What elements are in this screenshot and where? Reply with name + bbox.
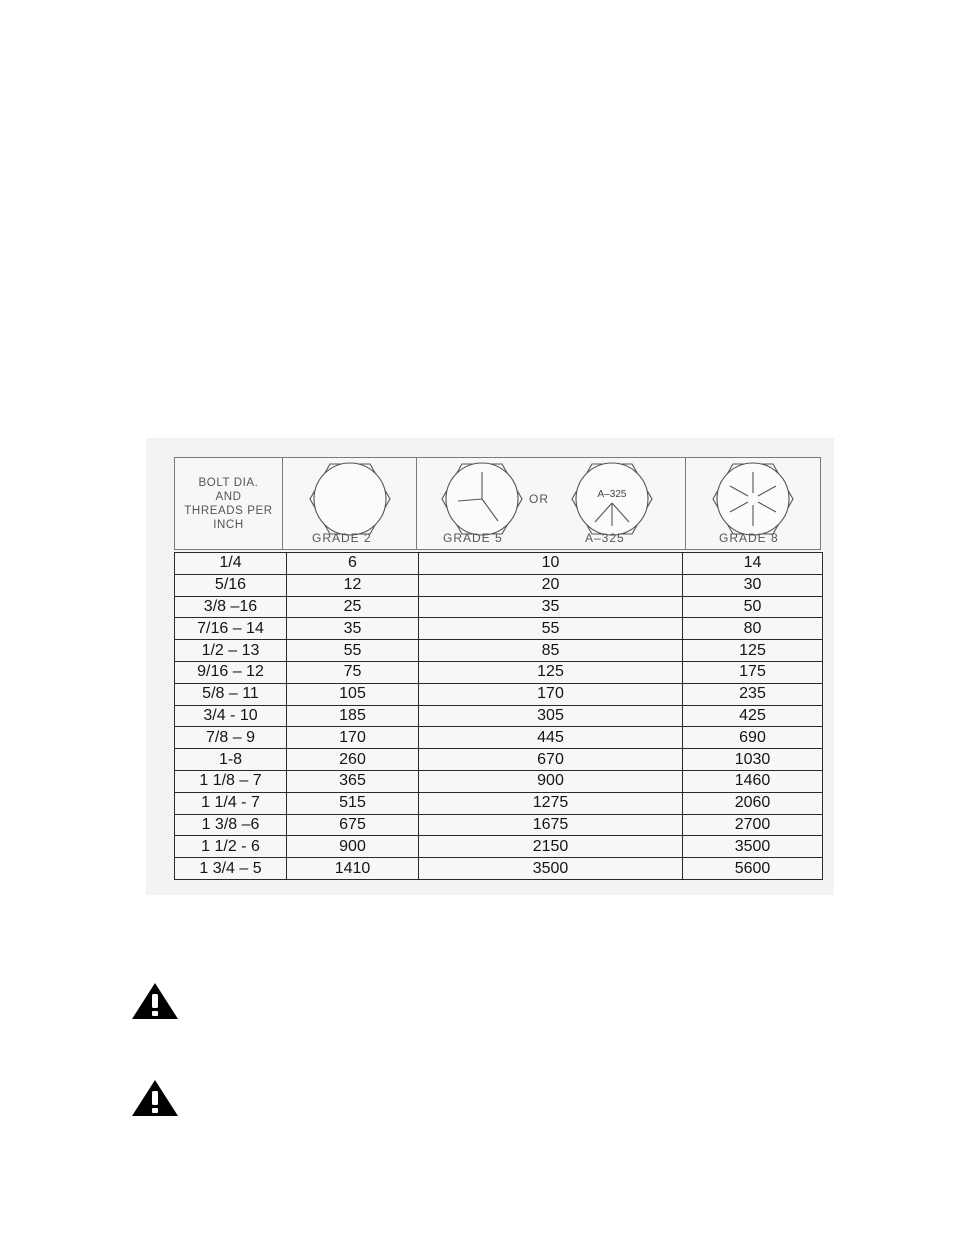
grade8-value-cell: 235	[683, 683, 823, 705]
a325-bolt-head-icon	[567, 460, 657, 538]
torque-table-body	[175, 553, 823, 880]
grade5-bolt-head-icon	[437, 460, 527, 538]
grade5-value-cell: 3500	[419, 858, 683, 880]
warning-triangle-icon	[131, 1079, 179, 1117]
grade2-value-cell: 25	[287, 596, 419, 618]
grade8-value-cell: 2060	[683, 792, 823, 814]
grade2-value-cell: 260	[287, 749, 419, 771]
grade2-value-cell: 55	[287, 640, 419, 662]
table-row	[175, 661, 823, 683]
grade2-value-cell: 185	[287, 705, 419, 727]
torque-table	[174, 552, 823, 880]
grade8-bolt-head-icon	[708, 460, 798, 538]
grade5-value-cell: 10	[419, 553, 683, 575]
grade2-bolt-head-icon	[305, 460, 395, 538]
grade8-value-cell: 175	[683, 661, 823, 683]
grade2-header-cell	[282, 457, 417, 550]
grade5-value-cell: 1275	[419, 792, 683, 814]
bolt-size-cell: 1 1/8 – 7	[175, 770, 287, 792]
grade8-value-cell: 2700	[683, 814, 823, 836]
grade8-value-cell: 690	[683, 727, 823, 749]
table-row	[175, 683, 823, 705]
grade5-value-cell: 170	[419, 683, 683, 705]
grade2-label: GRADE 2	[312, 531, 372, 545]
grade8-value-cell: 3500	[683, 836, 823, 858]
table-row	[175, 770, 823, 792]
grade2-value-cell: 1410	[287, 858, 419, 880]
table-row	[175, 727, 823, 749]
grade2-value-cell: 75	[287, 661, 419, 683]
or-label: OR	[529, 492, 549, 506]
grade5-a325-header-cell	[416, 457, 686, 550]
grade5-value-cell: 125	[419, 661, 683, 683]
grade5-value-cell: 1675	[419, 814, 683, 836]
table-row	[175, 596, 823, 618]
bolt-size-cell: 1 3/4 – 5	[175, 858, 287, 880]
a325-head-text: A–325	[597, 489, 627, 500]
grade5-value-cell: 20	[419, 574, 683, 596]
grade8-value-cell: 50	[683, 596, 823, 618]
grade8-header-cell	[685, 457, 821, 550]
grade5-value-cell: 305	[419, 705, 683, 727]
grade2-value-cell: 515	[287, 792, 419, 814]
warning-triangle-icon	[131, 982, 179, 1020]
grade5-label: GRADE 5	[443, 531, 503, 545]
table-row	[175, 574, 823, 596]
bolt-dia-header-cell	[174, 457, 283, 550]
grade8-value-cell: 1460	[683, 770, 823, 792]
grade8-value-cell: 14	[683, 553, 823, 575]
bolt-size-cell: 9/16 – 12	[175, 661, 287, 683]
torque-table-header	[174, 457, 821, 550]
grade8-value-cell: 80	[683, 618, 823, 640]
bolt-size-cell: 1 1/4 - 7	[175, 792, 287, 814]
grade5-value-cell: 445	[419, 727, 683, 749]
grade2-value-cell: 365	[287, 770, 419, 792]
grade8-value-cell: 5600	[683, 858, 823, 880]
bolt-dia-header-label: BOLT DIA. AND THREADS PER INCH	[184, 477, 273, 531]
grade8-value-cell: 30	[683, 574, 823, 596]
table-row	[175, 792, 823, 814]
grade8-label: GRADE 8	[719, 531, 779, 545]
bolt-size-cell: 1 1/2 - 6	[175, 836, 287, 858]
grade2-value-cell: 35	[287, 618, 419, 640]
bolt-size-cell: 3/8 –16	[175, 596, 287, 618]
grade2-value-cell: 105	[287, 683, 419, 705]
table-row	[175, 618, 823, 640]
grade2-value-cell: 675	[287, 814, 419, 836]
bolt-size-cell: 5/8 – 11	[175, 683, 287, 705]
table-row	[175, 858, 823, 880]
grade5-value-cell: 85	[419, 640, 683, 662]
bolt-size-cell: 1/2 – 13	[175, 640, 287, 662]
grade5-value-cell: 55	[419, 618, 683, 640]
bolt-size-cell: 7/8 – 9	[175, 727, 287, 749]
table-row	[175, 553, 823, 575]
table-row	[175, 749, 823, 771]
table-row	[175, 705, 823, 727]
grade8-value-cell: 1030	[683, 749, 823, 771]
bolt-size-cell: 5/16	[175, 574, 287, 596]
grade5-value-cell: 900	[419, 770, 683, 792]
grade2-value-cell: 12	[287, 574, 419, 596]
a325-label: A–325	[585, 531, 625, 545]
bolt-size-cell: 1/4	[175, 553, 287, 575]
bolt-size-cell: 7/16 – 14	[175, 618, 287, 640]
grade2-value-cell: 6	[287, 553, 419, 575]
table-row	[175, 814, 823, 836]
bolt-size-cell: 3/4 - 10	[175, 705, 287, 727]
grade8-value-cell: 125	[683, 640, 823, 662]
table-row	[175, 836, 823, 858]
grade5-value-cell: 35	[419, 596, 683, 618]
grade8-value-cell: 425	[683, 705, 823, 727]
table-row	[175, 640, 823, 662]
bolt-size-cell: 1-8	[175, 749, 287, 771]
grade5-value-cell: 670	[419, 749, 683, 771]
grade2-value-cell: 900	[287, 836, 419, 858]
bolt-size-cell: 1 3/8 –6	[175, 814, 287, 836]
grade2-value-cell: 170	[287, 727, 419, 749]
grade5-value-cell: 2150	[419, 836, 683, 858]
